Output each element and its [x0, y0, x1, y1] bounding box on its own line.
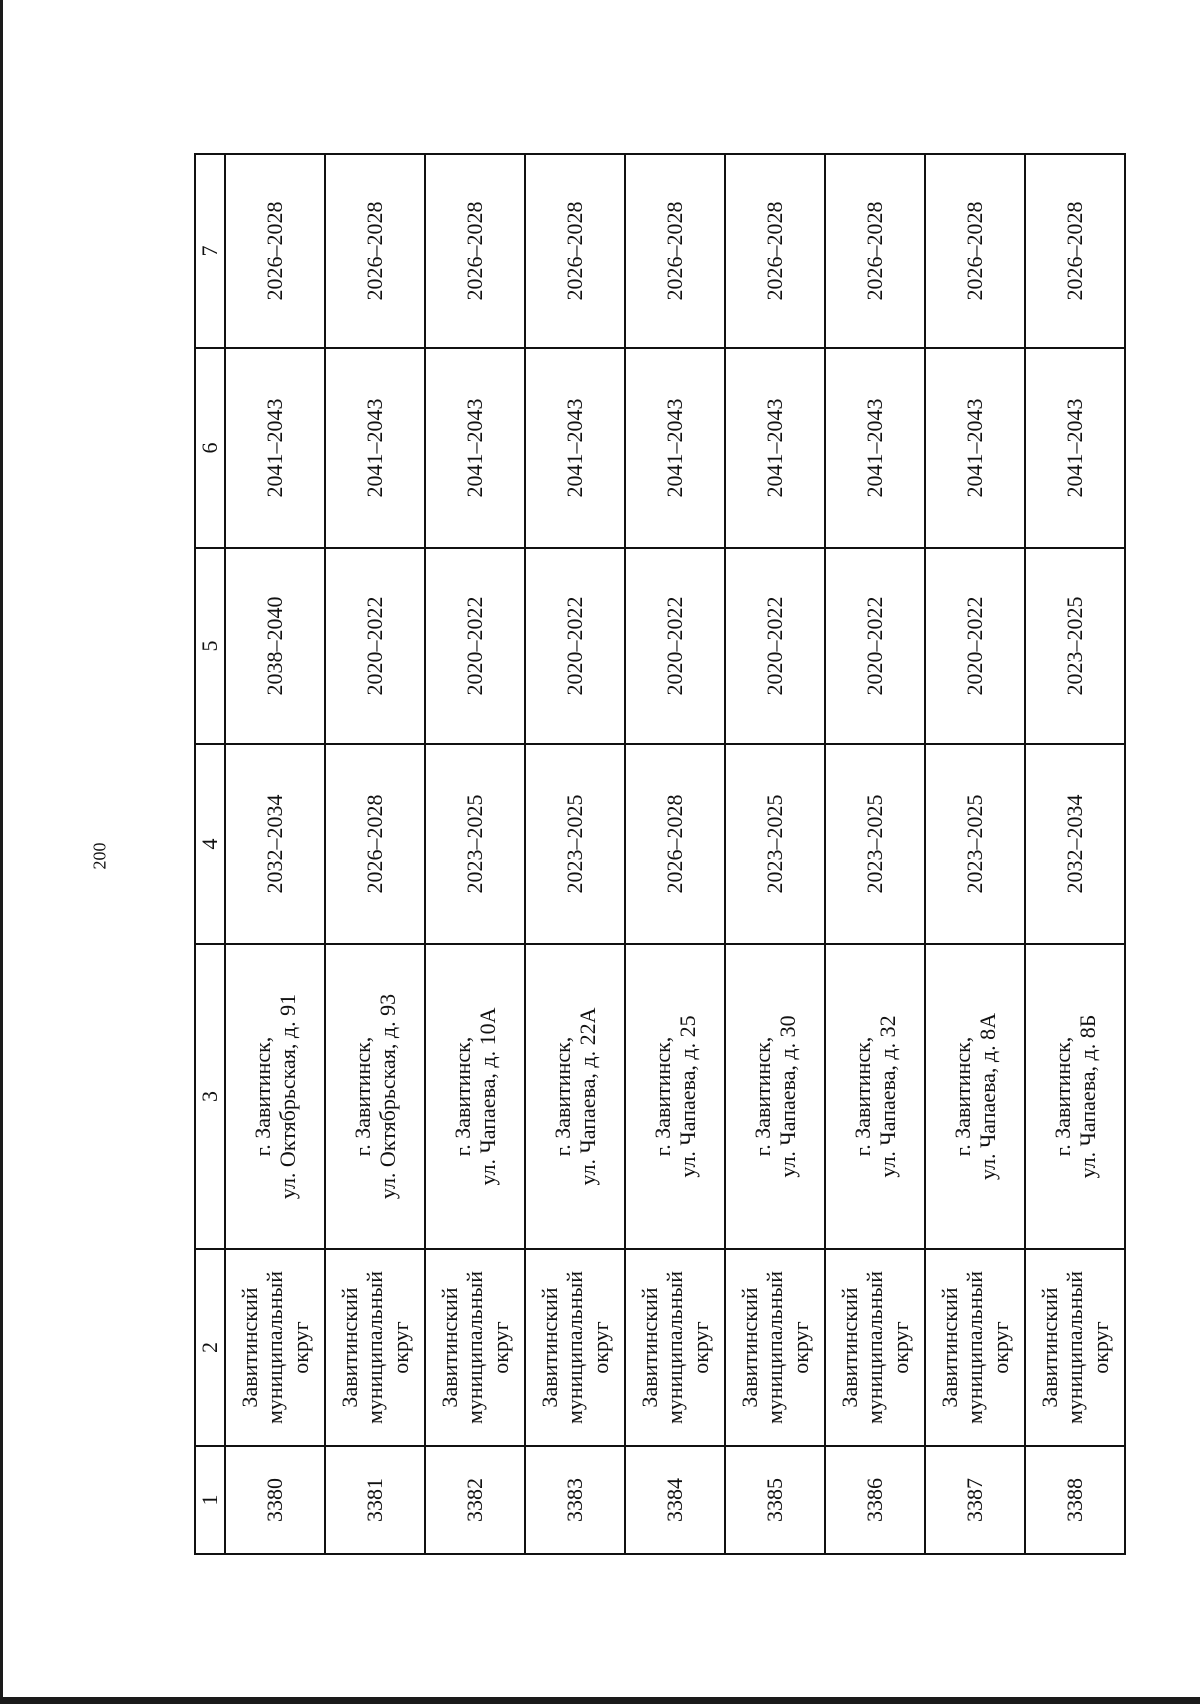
- row-number-cell: 3383: [525, 1446, 625, 1554]
- period-cell-c7: 2026–2028: [925, 154, 1025, 348]
- period-cell-c5: 2020–2022: [725, 548, 825, 744]
- table-row: [825, 154, 925, 1554]
- district-line: Завитинский: [437, 1287, 463, 1408]
- row-number-cell: 3384: [625, 1446, 725, 1554]
- period-cell-c6: 2041–2043: [725, 348, 825, 548]
- district-line: округ: [487, 1321, 513, 1374]
- period-cell-c6: 2041–2043: [325, 348, 425, 548]
- district-cell: [925, 1249, 1025, 1446]
- district-line: округ: [587, 1321, 613, 1374]
- table-row: [425, 154, 525, 1554]
- district-line: Завитинский: [737, 1287, 763, 1408]
- period-cell-c6: 2041–2043: [525, 348, 625, 548]
- address-cell: [325, 944, 425, 1249]
- district-line: муниципальный: [362, 1270, 388, 1425]
- period-cell-c4: 2032–2034: [1025, 744, 1125, 944]
- period-cell-c6: 2041–2043: [425, 348, 525, 548]
- period-cell-c5: 2020–2022: [325, 548, 425, 744]
- address-line: ул. Чапаева, д. 8А: [975, 1012, 1000, 1181]
- address-cell: [1025, 944, 1125, 1249]
- district-line: муниципальный: [962, 1270, 988, 1425]
- period-cell-c6: 2041–2043: [625, 348, 725, 548]
- period-cell-c5: 2020–2022: [825, 548, 925, 744]
- address-line: ул. Чапаева, д. 30: [775, 1015, 800, 1178]
- address-cell: [525, 944, 625, 1249]
- table-row: [1025, 154, 1125, 1554]
- period-cell-c6: 2041–2043: [225, 348, 325, 548]
- district-cell: [825, 1249, 925, 1446]
- row-number-cell: 3380: [225, 1446, 325, 1554]
- column-header: 6: [195, 348, 225, 548]
- table-row: [725, 154, 825, 1554]
- district-line: муниципальный: [762, 1270, 788, 1425]
- district-line: округ: [987, 1321, 1013, 1374]
- period-cell-c4: 2032–2034: [225, 744, 325, 944]
- district-cell: [625, 1249, 725, 1446]
- district-line: Завитинский: [237, 1287, 263, 1408]
- scan-edge-bottom: [0, 1697, 1200, 1704]
- district-cell: [725, 1249, 825, 1446]
- district-line: округ: [687, 1321, 713, 1374]
- period-cell-c4: 2023–2025: [825, 744, 925, 944]
- table-header-row: [195, 154, 225, 1554]
- address-line: ул. Октябрьская, д. 91: [275, 993, 300, 1200]
- district-line: муниципальный: [562, 1270, 588, 1425]
- address-line: ул. Чапаева, д. 8Б: [1075, 1014, 1100, 1179]
- address-line: ул. Чапаева, д. 32: [875, 1015, 900, 1178]
- address-line: ул. Чапаева, д. 22А: [575, 1007, 600, 1186]
- period-cell-c5: 2038–2040: [225, 548, 325, 744]
- district-line: Завитинский: [937, 1287, 963, 1408]
- period-cell-c7: 2026–2028: [825, 154, 925, 348]
- period-cell-c6: 2041–2043: [825, 348, 925, 548]
- column-header: 2: [195, 1249, 225, 1446]
- address-line: г. Завитинск,: [949, 1036, 975, 1157]
- column-header: 1: [195, 1446, 225, 1554]
- table-row: [225, 154, 325, 1554]
- period-cell-c5: 2020–2022: [425, 548, 525, 744]
- row-number-cell: 3381: [325, 1446, 425, 1554]
- district-line: муниципальный: [862, 1270, 888, 1425]
- address-line: г. Завитинск,: [649, 1036, 675, 1157]
- district-line: округ: [887, 1321, 913, 1374]
- district-cell: [1025, 1249, 1125, 1446]
- table-body: [225, 154, 1125, 1554]
- period-cell-c5: 2023–2025: [1025, 548, 1125, 744]
- period-cell-c7: 2026–2028: [725, 154, 825, 348]
- table-row: [525, 154, 625, 1554]
- district-cell: [225, 1249, 325, 1446]
- district-line: округ: [387, 1321, 413, 1374]
- district-line: Завитинский: [1037, 1287, 1063, 1408]
- address-cell: [425, 944, 525, 1249]
- period-cell-c5: 2020–2022: [625, 548, 725, 744]
- period-cell-c6: 2041–2043: [925, 348, 1025, 548]
- period-cell-c4: 2023–2025: [425, 744, 525, 944]
- column-header: 5: [195, 548, 225, 744]
- district-cell: [525, 1249, 625, 1446]
- rotated-table-container: [194, 155, 1124, 1555]
- period-cell-c7: 2026–2028: [525, 154, 625, 348]
- period-cell-c5: 2020–2022: [525, 548, 625, 744]
- period-cell-c4: 2026–2028: [325, 744, 425, 944]
- period-cell-c5: 2020–2022: [925, 548, 1025, 744]
- address-line: г. Завитинск,: [1049, 1036, 1075, 1157]
- district-line: Завитинский: [337, 1287, 363, 1408]
- row-number-cell: 3386: [825, 1446, 925, 1554]
- district-line: муниципальный: [1062, 1270, 1088, 1425]
- district-line: округ: [287, 1321, 313, 1374]
- district-line: Завитинский: [537, 1287, 563, 1408]
- row-number-cell: 3387: [925, 1446, 1025, 1554]
- address-line: ул. Чапаева, д. 10А: [475, 1007, 500, 1186]
- period-cell-c7: 2026–2028: [225, 154, 325, 348]
- district-cell: [325, 1249, 425, 1446]
- district-line: округ: [1087, 1321, 1113, 1374]
- address-line: ул. Чапаева, д. 25: [675, 1015, 700, 1178]
- table-row: [925, 154, 1025, 1554]
- district-line: округ: [787, 1321, 813, 1374]
- page-number: 200: [89, 842, 110, 870]
- district-line: муниципальный: [262, 1270, 288, 1425]
- row-number-cell: 3385: [725, 1446, 825, 1554]
- period-cell-c7: 2026–2028: [1025, 154, 1125, 348]
- district-line: муниципальный: [462, 1270, 488, 1425]
- column-header: 3: [195, 944, 225, 1249]
- period-cell-c7: 2026–2028: [425, 154, 525, 348]
- period-cell-c4: 2023–2025: [925, 744, 1025, 944]
- address-line: г. Завитинск,: [349, 1036, 375, 1157]
- column-header: 4: [195, 744, 225, 944]
- row-number-cell: 3382: [425, 1446, 525, 1554]
- district-line: муниципальный: [662, 1270, 688, 1425]
- address-line: г. Завитинск,: [749, 1036, 775, 1157]
- address-cell: [825, 944, 925, 1249]
- housing-schedule-table: [194, 153, 1126, 1555]
- period-cell-c4: 2026–2028: [625, 744, 725, 944]
- district-line: Завитинский: [837, 1287, 863, 1408]
- row-number-cell: 3388: [1025, 1446, 1125, 1554]
- scan-edge-left: [0, 0, 3, 1704]
- address-cell: [225, 944, 325, 1249]
- column-header: 7: [195, 154, 225, 348]
- address-line: г. Завитинск,: [849, 1036, 875, 1157]
- table-row: [325, 154, 425, 1554]
- address-line: г. Завитинск,: [249, 1036, 275, 1157]
- period-cell-c7: 2026–2028: [325, 154, 425, 348]
- address-line: ул. Октябрьская, д. 93: [375, 993, 400, 1200]
- district-line: Завитинский: [637, 1287, 663, 1408]
- table-row: [625, 154, 725, 1554]
- period-cell-c7: 2026–2028: [625, 154, 725, 348]
- period-cell-c6: 2041–2043: [1025, 348, 1125, 548]
- address-cell: [625, 944, 725, 1249]
- period-cell-c4: 2023–2025: [725, 744, 825, 944]
- address-cell: [925, 944, 1025, 1249]
- address-line: г. Завитинск,: [449, 1036, 475, 1157]
- district-cell: [425, 1249, 525, 1446]
- period-cell-c4: 2023–2025: [525, 744, 625, 944]
- address-cell: [725, 944, 825, 1249]
- address-line: г. Завитинск,: [549, 1036, 575, 1157]
